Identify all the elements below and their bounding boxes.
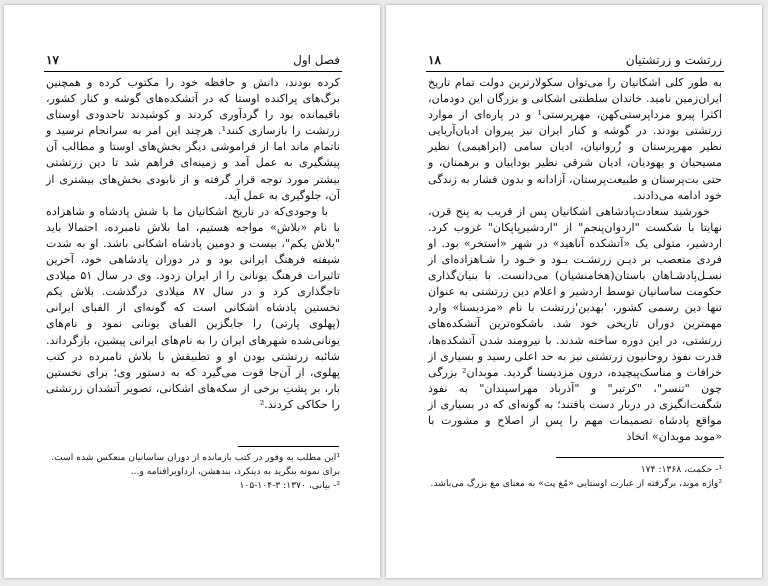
footnote: ²واژه موبد، برگرفته از عبارت اوستایی «مُغ پت» به معنای مغ بزرگ می‌باشد.	[430, 478, 722, 489]
right-page-footnotes	[428, 463, 722, 491]
body-paragraph: خورشید سعادت‌پادشاهی اشکانیان پس از قریب به پنج قرن، نهایتا با شکست "اردوان‌پنجم" از "اردشیرپاپکان" غروب کرد. اردشیر، متولی یک «آتشکده آناهید» در شهر «استخر» بود. او فردی متعصب بر دیـن زرتشـت بـود و خـود را شـاهزاده‌ای از نسـل‌پادشـاهان باستان(هخامنشیان) می‌دانست. با بنیان‌گذاری حکومت ساسانیان توسط اردشیر و اعلام دین زرتشتی به عنوان تنها دین رسمی کشور، 'بهدین'زرتشت با نام «مزدیسنا» وارد مهمترین دوران تاریخی خود شد. باشکوه‌ترین آتشکده‌های زرتشتی، در این دوره ساخته شدند. با نیرومند شدن آتشکده‌ها، قدرت نفوذ روحانیون زرتشتی نیز به حد اعلی رسید و بسیاری از خرافات و مناسک‌پیچیده، درون مزدیسنا گردید. موبدان² بزرگی چون "تنسر"، "کرتیر" و "آذرباد مهراسپندان" به نفوذ شگفت‌انگیزی در دربار دست یافتند؛ به گونه‌ای که در بسیاری از مواقع پادشاه تصمیمات مهم را پس از اصلاح و مشورت با «موبد موبدان» اتخاذ	[428, 204, 722, 444]
right-page-body	[428, 75, 722, 445]
footnote-divider	[238, 446, 339, 447]
left-page-footnotes	[46, 451, 340, 493]
body-paragraph: کرده بودند، دانش و حافظه خود را مکتوب کرده و همچنین برگ‌های پراکنده اوستا که در آتشکده‌های گوشه و کنار کشور، باقیمانده بود را گردآوری کردند و کوشیدند تا‌حدودی اوستای زرتشت را بازسازی کنند¹. هرچند این امر به سرانجام نرسید و ناتمام ماند اما از فراموشی دیگر بخش‌های اوستا و مطالب آن پیشگیری به عمل آمد و زمینه‌ای فراهم شد تا دین زرتشتی بیشتر مورد توجه قرار گرفته و از نابودی بخش‌های بیشتری از آن، جلوگیری به عمل آید.	[46, 76, 340, 202]
footnote: ²- بیانی، ۱۳۷۰: ۳-۱۰۴-۱۰۵	[239, 480, 340, 491]
page-number: ۱۸	[428, 53, 441, 67]
left-page-header	[44, 52, 342, 72]
right-page	[386, 5, 762, 578]
right-page-header	[426, 52, 724, 72]
left-page	[4, 5, 380, 578]
footnote: ¹- حکمت، ۱۳۶۸: ۱۷۴	[640, 464, 722, 475]
body-paragraph: با وجودی‌که در تاریخ اشکانیان ما با شش پادشاه و شاهزاده با نام «بلاش» مواجه هستیم، اما بلاش نامبرده، احتمالا باید "بلاش یکم"، بیست و دومین پادشاه اشکانی باشد. او به شدت شیفته فرهنگ ایرانی بود و در دوران پادشاهی خود، آخرین تاثیرات فرهنگ یونانی را از ایران زدود. وی در سال ۵۱ میلادی تاجگذاری کرد و در سال ۸۷ میلادی درگذشت. بلاش یکم نخستین پادشاه اشکانی است که گونه‌ای از الفبای ایرانی (پهلوی پارتی) را جایگزین الفبای یونانی نمود و نام‌های یونانی‌شده شهرهای ایران را به نام‌های ایرانی پیشین، بازگرداند. شائبه زرتشتی بودن او و تطبیقش با بلاش نامبرده در کتب پهلوی، از آن‌جا قوت می‌گیرد که به دستور وی؛ برای نخستین بار، بر پشتِ برخی از سکه‌های اشکانی، تصویر آتشدان زرتشتی را حکاکی کردند.²	[46, 204, 340, 411]
chapter-title: فصل اول	[293, 53, 340, 67]
left-page-body	[46, 75, 340, 413]
footnote: ¹این مطلب به وفور در کتب بازمانده از دوران ساسانیان منعکس شده است. برای نمونه بنگرید به دینکرد، بندهشن، ارداویرافنامه و...	[51, 452, 340, 477]
footnote-divider	[556, 457, 724, 458]
page-number: ۱۷	[46, 53, 59, 67]
body-paragraph: به طور کلی اشکانیان را می‌توان سکولارترین دولت تمام تاریخ ایران‌زمین نامید. خاندان سلطنتی اشکانی و بزرگان این دودمان، اکثرا پیرو مزداپرستی‌کهن، مهرپرستی¹ و در پاره‌ای از موارد زرتشتی بودند. در گوشه و کنار ایران نیز پیروان ادیان‌آریایی نظیر مهرپرستان و زُروانیان، ادیان سامی (ابراهیمی) نظیر مسیحیان و یهودیان، ادیان شرقی نظیر بوداییان و برهمنان، و حتی بت‌پرستان و طبیعت‌پرستان، آزادانه و بدون فشار به زندگی خود ادامه می‌دادند.	[428, 76, 723, 202]
book-title: زرتشت و زرتشتیان	[625, 53, 722, 67]
